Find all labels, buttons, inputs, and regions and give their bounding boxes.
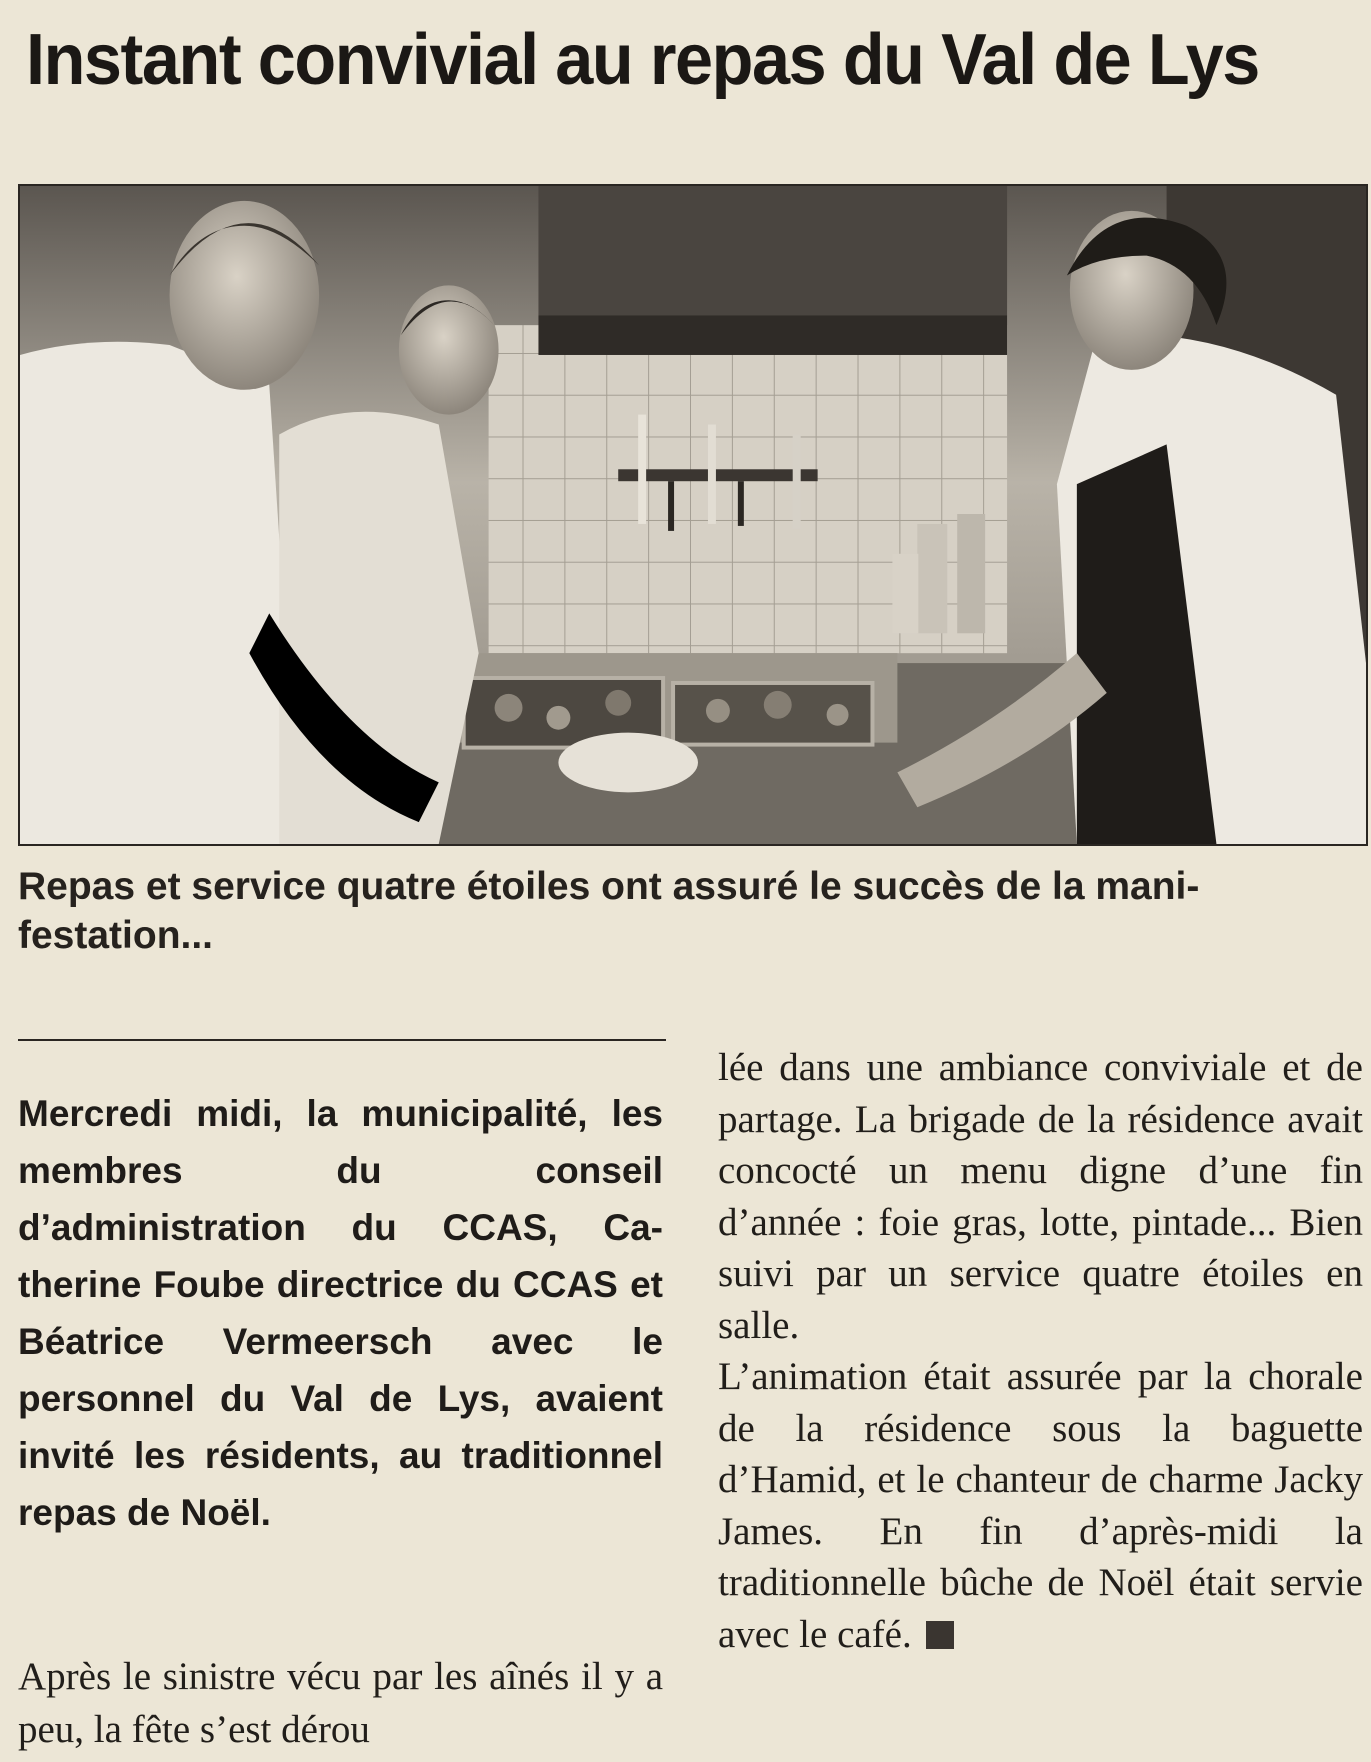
- kitchen-photo: [18, 184, 1368, 846]
- photo-caption: Repas et service quatre étoiles ont assuré le succès de la manifestation...: [18, 865, 1200, 957]
- kitchen-photo-illustration: [20, 186, 1366, 844]
- headline: Instant convivial au repas du Val de Lys: [26, 20, 1259, 100]
- end-of-article-square-icon: [926, 1621, 954, 1649]
- body-column-right: [718, 1042, 1363, 1660]
- body-paragraph-animation: [718, 1351, 1363, 1660]
- body-paragraph-continued: lée dans une ambiance conviviale et de partage. La brigade de la résidence avait concocté un menu digne d’une fin d’année : foie gras, lotte, pintade... Bien suivi par un service quatre étoiles en salle.: [718, 1046, 1363, 1347]
- body-paragraph-start: Après le sinistre vécu par les aînés il y a peu, la fête s’est dérou: [18, 1655, 663, 1751]
- divider: [18, 1039, 666, 1041]
- lead-paragraph: Mercredi midi, la municipalité, les membres du conseil d’administration du CCAS, Catherine Foube directrice du CCAS et Béatrice Vermeersch avec le personnel du Val de Lys, avaient invité les résidents, au traditionnel repas de Noël.: [18, 1093, 663, 1533]
- body-paragraph-animation-text: L’animation était assurée par la chorale de la résidence sous la baguette d’Hamid, et le chanteur de charme Jacky James. En fin d’après-midi la traditionnelle bûche de Noël était servie avec le café.: [718, 1355, 1363, 1656]
